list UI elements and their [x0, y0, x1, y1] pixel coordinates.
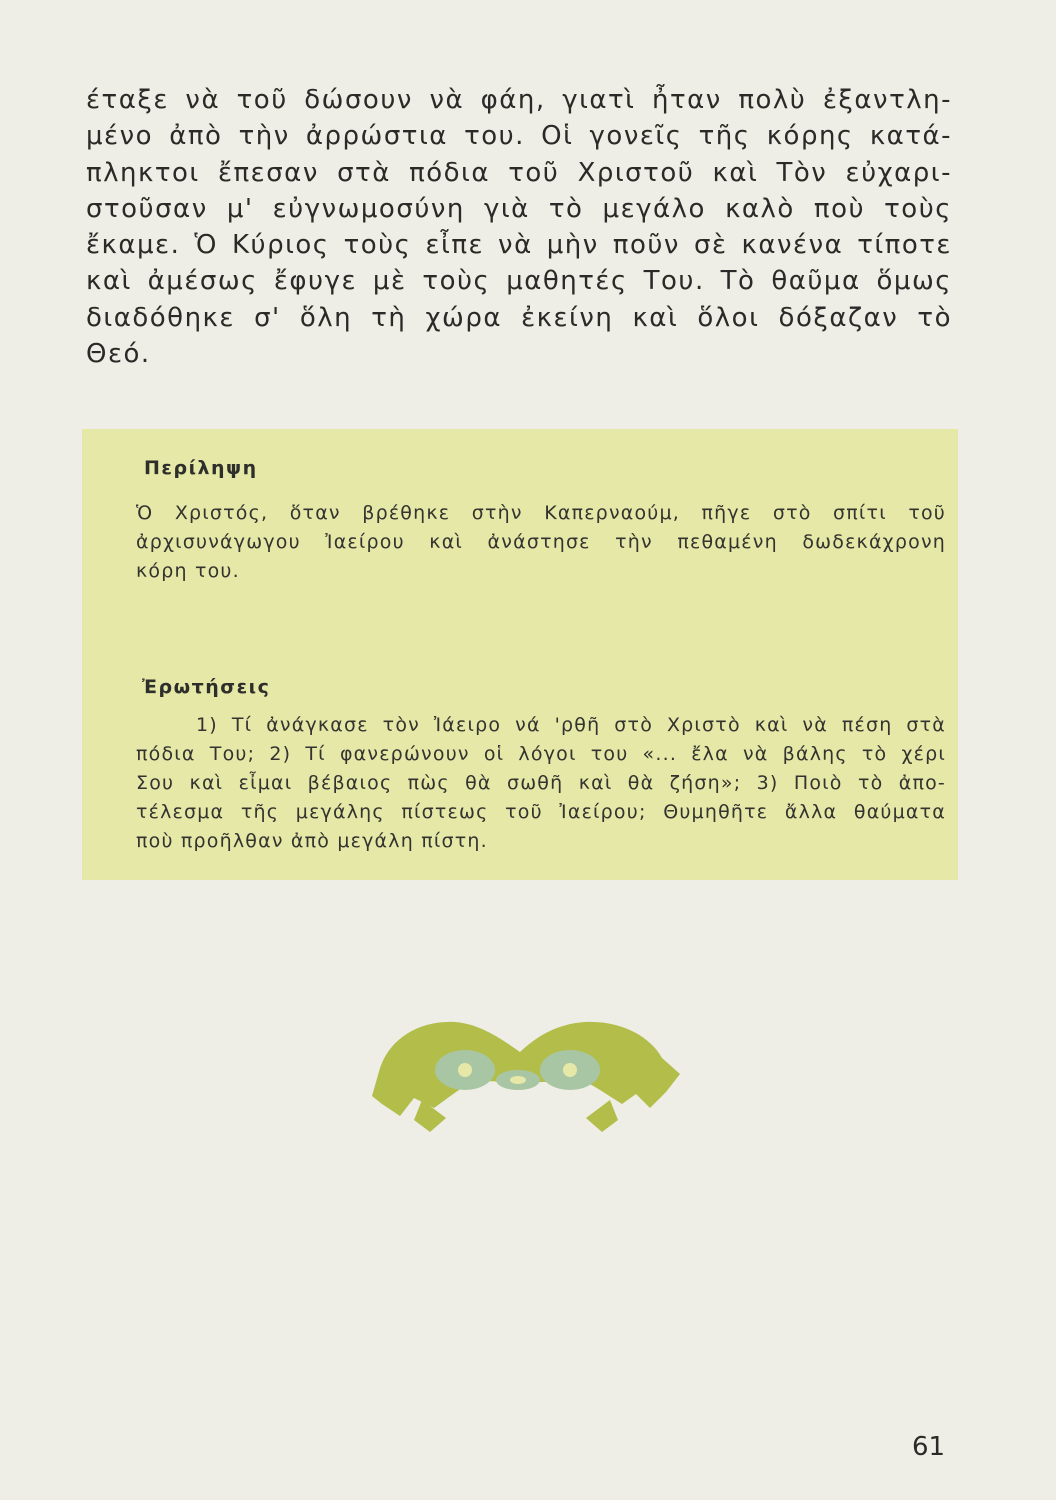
body-line: καὶ ἀμέσως ἔφυγε μὲ τοὺς μαθητές Του. Τὸ θαῦμα ὅμως: [86, 266, 952, 297]
body-line: πληκτοι ἔπεσαν στὰ πόδια τοῦ Χριστοῦ καὶ Τὸν εὐχαρι-: [86, 157, 952, 188]
body-text: [86, 82, 952, 372]
summary-heading: Περίληψη: [144, 457, 258, 479]
body-line: έταξε νὰ τοῦ δώσουν νὰ φάη, γιατὶ ἦταν πολὺ ἐξαντλη-: [86, 85, 952, 115]
summary-questions-box: [82, 429, 958, 880]
body-line: διαδόθηκε σ' ὅλη τὴ χώρα ἐκείνη καὶ ὅλοι δόξαζαν τὸ: [86, 302, 952, 333]
body-line: στοῦσαν μ' εὐγνωμοσύνη γιὰ τὸ μεγάλο καλὸ ποὺ τοὺς: [86, 193, 952, 224]
summary-line: ἀρχισυνάγωγου Ἰαείρου καὶ ἀνάστησε τὴν πεθαμένη δωδεκάχρονη: [136, 531, 946, 553]
questions-paragraph: [136, 711, 946, 856]
questions-heading: Ἐρωτήσεις: [142, 676, 271, 698]
questions-line: Σου καὶ εἶμαι βέβαιος πὼς θὰ σωθῆ καὶ θὰ ζήση»; 3) Ποιὸ τὸ ἀπο-: [136, 772, 946, 794]
page-number: 61: [912, 1432, 946, 1462]
body-line: Θεό.: [86, 339, 151, 370]
ornament-icon: [370, 1008, 690, 1148]
body-line: ἔκαμε. Ὁ Κύριος τοὺς εἶπε νὰ μὴν ποῦν σὲ κανένα τίποτε: [86, 230, 952, 261]
summary-paragraph: [136, 499, 946, 586]
questions-line: τέλεσμα τῆς μεγάλης πίστεως τοῦ Ἰαείρου; Θυμηθῆτε ἄλλα θαύματα: [136, 801, 946, 823]
questions-line: 1) Τί ἀνάγκασε τὸν Ἰάειρο νά 'ρθῆ στὸ Χριστὸ καὶ νὰ πέση στὰ: [196, 714, 946, 736]
summary-line: Ὁ Χριστός, ὅταν βρέθηκε στὴν Καπερναούμ, πῆγε στὸ σπίτι τοῦ: [136, 502, 946, 524]
body-line: μένο ἀπὸ τὴν ἀρρώστια του. Οἱ γονεῖς τῆς κόρης κατά-: [86, 121, 952, 152]
questions-line: ποὺ προῆλθαν ἀπὸ μεγάλη πίστη.: [136, 830, 488, 852]
summary-line: κόρη του.: [136, 560, 240, 582]
questions-line: πόδια Του; 2) Τί φανερώνουν οἱ λόγοι του «... ἔλα νὰ βάλης τὸ χέρι: [136, 743, 946, 765]
